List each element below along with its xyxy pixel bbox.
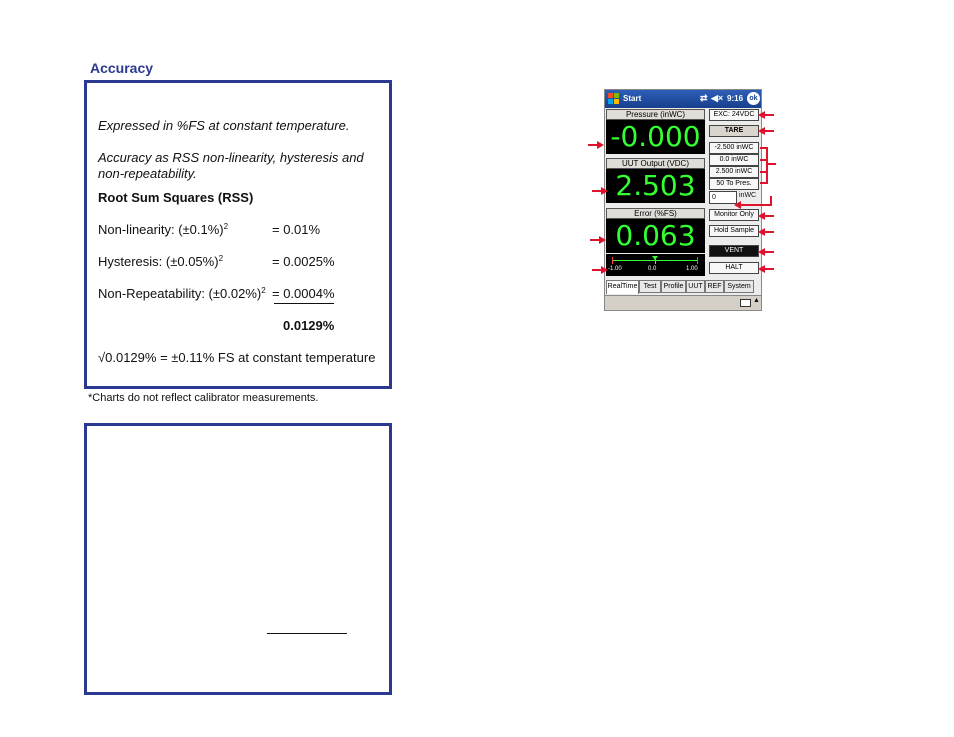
footnote: *Charts do not reflect calibrator measurements. [88,392,319,404]
callout-vent-arrow [764,251,774,253]
callout-scale-arrowhead-icon [601,266,608,274]
rss-total: 0.0129% [283,318,335,333]
halt-button[interactable]: HALT [709,262,759,274]
scale-max-label: 1.00 [686,266,698,272]
callout-exc-arrow [764,114,774,116]
windows-flag-icon[interactable] [607,92,620,105]
go-to-pressure-button[interactable]: 50 To Pres. [709,178,759,190]
uut-output-readout: 2.503 [606,169,705,203]
error-scale [606,254,705,276]
rss-conclusion: √0.0129% = ±0.11% FS at constant temperature [98,350,376,365]
callout-presets-bracket [760,147,768,184]
setpoint-unit: inWC [739,192,757,199]
empty-box [84,423,392,695]
excitation-button[interactable]: EXC: 24VDC [709,109,759,121]
accuracy-description: Expressed in %FS at constant temperature. [98,118,350,133]
tare-button[interactable]: TARE [709,125,759,137]
nonlinearity-label: Non-linearity: $(\pm 0.1\%)^2$ [98,222,229,237]
volume-icon[interactable]: ◀× [711,93,724,103]
tab-realtime[interactable]: RealTime [606,280,639,294]
scale-tick-min [612,257,613,264]
pressure-readout: -0.000 [606,120,705,154]
preset-pos-button[interactable]: 2.500 inWC [709,166,759,178]
scale-min-label: -1.00 [608,266,622,272]
connectivity-icon[interactable]: ⇄ [700,93,708,103]
scale-marker-icon [652,256,658,260]
uut-output-label: UUT Output (VDC) [606,158,705,169]
error-readout: 0.063 [606,219,705,253]
nonlinearity-value: = 0.01% [272,222,321,237]
callout-presets-tick-2 [760,159,768,161]
callout-tare-arrow [764,130,774,132]
section-title: Accuracy [90,60,154,76]
tab-system[interactable]: System [724,280,754,293]
ok-button[interactable]: ok [747,92,760,105]
tab-ref[interactable]: REF [705,280,724,293]
vent-button[interactable]: VENT [709,245,759,257]
callout-halt-arrow [764,268,774,270]
tab-uut[interactable]: UUT [686,280,705,293]
clock[interactable]: 9:16 [727,94,744,103]
hysteresis-value: = 0.0025% [272,254,335,269]
error-label: Error (%FS) [606,208,705,219]
accuracy-rss-line1: Accuracy as RSS non-linearity, hysteresis and [98,150,364,165]
bottom-bar [605,295,761,311]
callout-hold-arrow [764,231,774,233]
accuracy-rss-line2: non-repeatability. [98,166,197,181]
callout-setpoint-arrowhead-icon [734,201,741,209]
rss-heading: Root Sum Squares (RSS) [98,190,254,205]
preset-zero-button[interactable]: 0.0 inWC [709,154,759,166]
pressure-label: Pressure (inWC) [606,109,705,120]
pda-screen [604,89,762,311]
tab-profile[interactable]: Profile [661,280,686,293]
callout-uut-arrowhead-icon [601,187,608,195]
nonrepeatability-value: = 0.0004% [272,286,335,301]
tab-test[interactable]: Test [639,280,661,293]
callout-setpoint-arrow [740,204,771,206]
sum-rule [274,303,334,304]
title-bar [605,90,761,108]
callout-error-arrowhead-icon [599,236,606,244]
callout-pressure-arrowhead-icon [597,141,604,149]
scale-mid-label: 0.0 [648,266,657,272]
empty-box-rule [267,633,347,634]
setpoint-input[interactable]: 0 [709,191,737,204]
hysteresis-label: Hysteresis: $(\pm 0.05\%)^2$ [98,254,224,269]
nonrepeatability-label: Non-Repeatability: $(\pm 0.02\%)^2$ [98,286,266,301]
scale-tick-max [697,257,698,264]
start-label[interactable]: Start [623,94,642,103]
callout-presets-arrow [768,163,776,165]
callout-presets-tick-3 [760,171,768,173]
callout-monitor-arrow [764,215,774,217]
hold-sample-button[interactable]: Hold Sample [709,225,759,237]
input-menu-arrow-icon[interactable]: ▲ [753,297,760,304]
preset-neg-button[interactable]: -2.500 inWC [709,142,759,154]
keyboard-icon[interactable] [740,299,751,307]
monitor-only-button[interactable]: Monitor Only [709,209,759,221]
